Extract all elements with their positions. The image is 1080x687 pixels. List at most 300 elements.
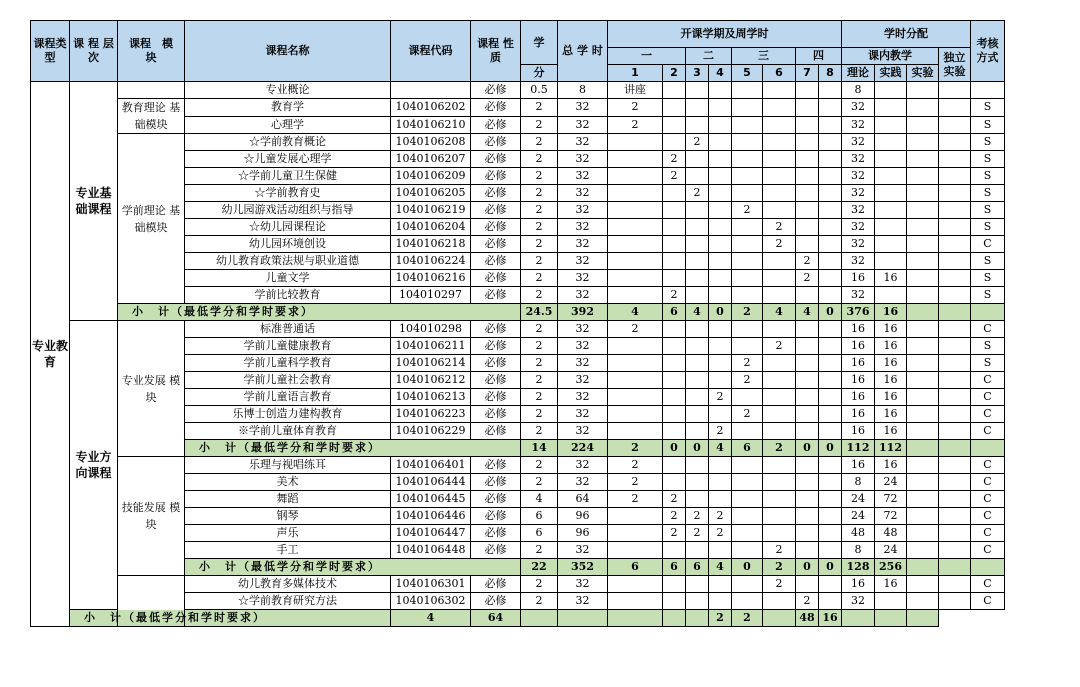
course-t8	[819, 457, 842, 474]
course-t5	[732, 338, 763, 355]
course-credit: 2	[521, 168, 558, 185]
course-hours: 32	[558, 406, 608, 423]
course-nature: 必修	[471, 116, 521, 134]
course-practice	[875, 151, 907, 168]
subtotal-t3: 0	[686, 440, 709, 457]
course-name: 学前儿童语言教育	[185, 389, 391, 406]
course-t7	[796, 185, 819, 202]
course-hours: 32	[558, 270, 608, 287]
course-exp	[907, 253, 939, 270]
course-hours: 32	[558, 321, 608, 338]
subtotal-practice: 256	[875, 559, 907, 576]
subtotal-t8: 0	[819, 304, 842, 321]
course-credit: 0.5	[521, 82, 558, 99]
course-theory: 16	[842, 338, 875, 355]
course-t6	[763, 151, 796, 168]
course-hours: 32	[558, 372, 608, 389]
course-t3	[686, 423, 709, 440]
course-hours: 32	[558, 389, 608, 406]
course-credit: 2	[521, 236, 558, 253]
course-t6	[763, 168, 796, 185]
course-t1	[608, 287, 663, 304]
course-assess: S	[971, 355, 1005, 372]
course-name: 专业概论	[185, 82, 391, 99]
course-exp	[907, 82, 939, 99]
course-assess: S	[971, 270, 1005, 287]
course-nature: 必修	[471, 99, 521, 117]
course-code: 1040106205	[391, 185, 471, 202]
course-t5	[732, 593, 763, 610]
course-t5	[732, 185, 763, 202]
header-credit-bottom: 分	[521, 65, 558, 82]
course-t7: 2	[796, 253, 819, 270]
course-exp	[907, 321, 939, 338]
course-ind	[939, 355, 971, 372]
course-t5	[732, 134, 763, 151]
course-nature: 必修	[471, 270, 521, 287]
course-theory: 48	[842, 525, 875, 542]
course-ind	[939, 457, 971, 474]
course-t5	[732, 116, 763, 134]
course-name: 手工	[185, 542, 391, 559]
course-practice: 16	[875, 270, 907, 287]
course-exp	[907, 116, 939, 134]
course-credit: 2	[521, 99, 558, 117]
course-t6	[763, 474, 796, 491]
course-theory: 8	[842, 474, 875, 491]
course-t4: 2	[709, 423, 732, 440]
subtotal-label: 小 计（最低学分和学时要求）	[118, 304, 521, 321]
course-t3	[686, 593, 709, 610]
course-t7	[796, 508, 819, 525]
course-hours: 32	[558, 236, 608, 253]
course-assess: S	[971, 185, 1005, 202]
course-code: 1040106204	[391, 219, 471, 236]
course-name: 幼儿园环境创设	[185, 236, 391, 253]
course-credit: 4	[521, 491, 558, 508]
course-code: 1040106202	[391, 99, 471, 117]
course-t2: 2	[663, 508, 686, 525]
course-practice	[875, 185, 907, 202]
course-t7	[796, 219, 819, 236]
course-t1: 2	[608, 457, 663, 474]
course-theory: 16	[842, 321, 875, 338]
subtotal-t3	[608, 610, 663, 627]
course-t6	[763, 372, 796, 389]
course-ind	[939, 185, 971, 202]
course-practice	[875, 253, 907, 270]
subtotal-t7: 4	[796, 304, 819, 321]
course-t7	[796, 474, 819, 491]
course-t6	[763, 593, 796, 610]
course-t4: 2	[709, 389, 732, 406]
course-ind	[939, 202, 971, 219]
subtotal-t8: 0	[819, 559, 842, 576]
course-t8	[819, 593, 842, 610]
course-t3	[686, 253, 709, 270]
course-t6	[763, 525, 796, 542]
course-assess: S	[971, 116, 1005, 134]
course-code: 1040106219	[391, 202, 471, 219]
course-t4	[709, 236, 732, 253]
course-t1	[608, 338, 663, 355]
course-nature: 必修	[471, 525, 521, 542]
course-credit: 6	[521, 525, 558, 542]
course-t6: 2	[763, 576, 796, 593]
course-hours: 96	[558, 525, 608, 542]
course-credit: 2	[521, 151, 558, 168]
subtotal-assessment	[971, 559, 1005, 576]
subtotal-t4	[663, 610, 686, 627]
course-hours: 32	[558, 457, 608, 474]
course-practice	[875, 202, 907, 219]
subtotal-t1: 4	[608, 304, 663, 321]
course-t2	[663, 423, 686, 440]
course-name: 学前比较教育	[185, 287, 391, 304]
course-theory: 8	[842, 542, 875, 559]
course-code: 1040106446	[391, 508, 471, 525]
course-assess: C	[971, 457, 1005, 474]
course-credit: 2	[521, 423, 558, 440]
course-hours: 32	[558, 168, 608, 185]
course-name: 美术	[185, 474, 391, 491]
course-ind	[939, 82, 971, 99]
course-t7	[796, 151, 819, 168]
course-hours: 32	[558, 593, 608, 610]
course-theory: 32	[842, 593, 875, 610]
subtotal-theory: 112	[842, 440, 875, 457]
course-t6	[763, 185, 796, 202]
course-nature: 必修	[471, 151, 521, 168]
table-body	[31, 21, 1005, 627]
course-ind	[939, 321, 971, 338]
course-assess: S	[971, 99, 1005, 117]
course-t8	[819, 542, 842, 559]
subtotal-independent	[939, 559, 971, 576]
course-credit: 2	[521, 321, 558, 338]
subtotal-row	[31, 304, 1005, 321]
course-exp	[907, 542, 939, 559]
subtotal-credit: 14	[521, 440, 558, 457]
course-nature: 必修	[471, 338, 521, 355]
course-t6: 2	[763, 236, 796, 253]
subtotal-hours: 224	[558, 440, 608, 457]
header-module: 课程 模 块	[118, 21, 185, 82]
course-ind	[939, 406, 971, 423]
subtotal-label: 小 计（最低学分和学时要求）	[70, 610, 391, 627]
course-t3	[686, 355, 709, 372]
course-name: 幼儿教育多媒体技术	[185, 576, 391, 593]
course-practice: 16	[875, 372, 907, 389]
course-nature: 必修	[471, 321, 521, 338]
course-theory: 16	[842, 372, 875, 389]
course-t7	[796, 423, 819, 440]
course-hours: 32	[558, 185, 608, 202]
course-assess: C	[971, 423, 1005, 440]
course-exp	[907, 236, 939, 253]
header-semester-group: 开课学期及周学时	[608, 21, 842, 48]
course-t8	[819, 236, 842, 253]
course-t3	[686, 219, 709, 236]
course-code: 1040106447	[391, 525, 471, 542]
course-theory: 16	[842, 270, 875, 287]
course-ind	[939, 219, 971, 236]
course-t3	[686, 321, 709, 338]
course-t2	[663, 338, 686, 355]
course-nature: 必修	[471, 423, 521, 440]
course-hours: 32	[558, 423, 608, 440]
course-code: 1040106216	[391, 270, 471, 287]
course-credit: 2	[521, 389, 558, 406]
course-nature: 必修	[471, 372, 521, 389]
course-t4	[709, 116, 732, 134]
course-hours: 32	[558, 151, 608, 168]
course-ind	[939, 338, 971, 355]
course-ind	[939, 372, 971, 389]
course-t1: 2	[608, 474, 663, 491]
course-t7: 2	[796, 593, 819, 610]
course-theory: 32	[842, 236, 875, 253]
course-t8	[819, 185, 842, 202]
course-exp	[907, 525, 939, 542]
header-name: 课程名称	[185, 21, 391, 82]
module-development-label: 专业发展 模块	[118, 321, 185, 457]
course-t6	[763, 423, 796, 440]
course-t1	[608, 542, 663, 559]
course-t5: 2	[732, 355, 763, 372]
course-code	[391, 82, 471, 99]
course-t6	[763, 389, 796, 406]
course-theory: 8	[842, 82, 875, 99]
subtotal-t5: 0	[732, 559, 763, 576]
course-ind	[939, 287, 971, 304]
course-t2	[663, 116, 686, 134]
subtotal-t8	[763, 610, 796, 627]
course-t2	[663, 593, 686, 610]
course-name: ☆幼儿园课程论	[185, 219, 391, 236]
course-t5	[732, 270, 763, 287]
level-direction-label: 专业方向课程	[70, 321, 118, 610]
course-nature: 必修	[471, 593, 521, 610]
subtotal-experiment	[907, 304, 939, 321]
course-code: 1040106214	[391, 355, 471, 372]
course-name: 幼儿教育政策法规与职业道德	[185, 253, 391, 270]
course-t3: 2	[686, 134, 709, 151]
course-practice: 48	[875, 525, 907, 542]
course-theory: 32	[842, 202, 875, 219]
header-year-3: 三	[732, 48, 796, 65]
header-term-2: 2	[663, 65, 686, 82]
course-name: ☆学前儿童卫生保健	[185, 168, 391, 185]
course-hours: 32	[558, 542, 608, 559]
course-ind	[939, 525, 971, 542]
course-t8	[819, 423, 842, 440]
course-t3	[686, 236, 709, 253]
course-t4	[709, 406, 732, 423]
course-t2: 2	[663, 491, 686, 508]
course-t4	[709, 219, 732, 236]
course-theory: 32	[842, 99, 875, 117]
course-t4	[709, 474, 732, 491]
course-t5	[732, 525, 763, 542]
course-exp	[907, 406, 939, 423]
course-t8	[819, 287, 842, 304]
course-t7	[796, 236, 819, 253]
course-t8	[819, 82, 842, 99]
course-t8	[819, 116, 842, 134]
course-theory: 32	[842, 116, 875, 134]
course-theory: 32	[842, 134, 875, 151]
course-t8	[819, 321, 842, 338]
course-nature: 必修	[471, 542, 521, 559]
course-row	[31, 134, 1005, 151]
course-name: ※学前儿童体育教育	[185, 423, 391, 440]
course-t2	[663, 202, 686, 219]
course-ind	[939, 151, 971, 168]
course-hours: 32	[558, 576, 608, 593]
course-hours: 32	[558, 219, 608, 236]
course-t7	[796, 457, 819, 474]
module-skills-label: 技能发展 模块	[118, 457, 185, 576]
course-exp	[907, 99, 939, 117]
subtotal-experiment	[842, 610, 875, 627]
header-assessment: 考核 方式	[971, 21, 1005, 82]
course-practice: 16	[875, 355, 907, 372]
course-ind	[939, 134, 971, 151]
course-t3	[686, 82, 709, 99]
course-t6	[763, 99, 796, 117]
header-term-4: 4	[709, 65, 732, 82]
course-name: ☆学前教育史	[185, 185, 391, 202]
course-t2	[663, 474, 686, 491]
course-t5	[732, 321, 763, 338]
curriculum-table-wrapper	[30, 20, 1005, 627]
course-t6: 2	[763, 219, 796, 236]
course-theory: 32	[842, 219, 875, 236]
course-hours: 32	[558, 253, 608, 270]
subtotal-theory: 376	[842, 304, 875, 321]
subtotal-t5	[686, 610, 709, 627]
course-credit: 2	[521, 593, 558, 610]
course-t5	[732, 151, 763, 168]
course-t2	[663, 236, 686, 253]
course-nature: 必修	[471, 185, 521, 202]
course-hours: 32	[558, 116, 608, 134]
course-t5	[732, 168, 763, 185]
course-code: 1040106302	[391, 593, 471, 610]
subtotal-theory: 128	[842, 559, 875, 576]
course-ind	[939, 99, 971, 117]
subtotal-t1: 2	[608, 440, 663, 457]
course-t4: 2	[709, 525, 732, 542]
subtotal-credit: 4	[391, 610, 471, 627]
course-t6	[763, 82, 796, 99]
course-assess: S	[971, 168, 1005, 185]
course-name: 心理学	[185, 116, 391, 134]
course-t5	[732, 82, 763, 99]
course-practice	[875, 99, 907, 117]
course-t8	[819, 372, 842, 389]
course-assess: S	[971, 134, 1005, 151]
course-exp	[907, 270, 939, 287]
course-t3	[686, 287, 709, 304]
course-assess: S	[971, 338, 1005, 355]
course-t5	[732, 236, 763, 253]
header-hours-group: 学时分配	[842, 21, 971, 48]
course-hours: 32	[558, 338, 608, 355]
course-credit: 2	[521, 457, 558, 474]
course-name: 儿童文学	[185, 270, 391, 287]
course-code: 1040106223	[391, 406, 471, 423]
course-t6: 2	[763, 542, 796, 559]
subtotal-t5: 2	[732, 304, 763, 321]
course-t7	[796, 134, 819, 151]
course-exp	[907, 134, 939, 151]
course-practice: 16	[875, 321, 907, 338]
subtotal-t5: 6	[732, 440, 763, 457]
course-theory: 24	[842, 508, 875, 525]
course-t8	[819, 474, 842, 491]
course-t7	[796, 202, 819, 219]
course-credit: 2	[521, 202, 558, 219]
course-practice: 72	[875, 491, 907, 508]
course-exp	[907, 287, 939, 304]
course-hours: 32	[558, 287, 608, 304]
course-t6	[763, 491, 796, 508]
course-exp	[907, 185, 939, 202]
course-t4	[709, 202, 732, 219]
subtotal-t6: 2	[709, 610, 732, 627]
course-t7	[796, 338, 819, 355]
course-theory: 16	[842, 355, 875, 372]
course-assess	[971, 82, 1005, 99]
header-term-6: 6	[763, 65, 796, 82]
subtotal-label: 小 计（最低学分和学时要求）	[185, 559, 521, 576]
course-credit: 2	[521, 576, 558, 593]
subtotal-t4: 4	[709, 440, 732, 457]
course-t5	[732, 508, 763, 525]
subtotal-hours: 64	[471, 610, 521, 627]
course-t1: 讲座	[608, 82, 663, 99]
course-t4	[709, 270, 732, 287]
header-theory: 理论	[842, 65, 875, 82]
course-row	[31, 99, 1005, 117]
course-ind	[939, 270, 971, 287]
course-exp	[907, 491, 939, 508]
course-exp	[907, 372, 939, 389]
course-theory: 32	[842, 253, 875, 270]
header-level: 课 程 层次	[70, 21, 118, 82]
course-t4	[709, 372, 732, 389]
course-t3	[686, 372, 709, 389]
course-t5	[732, 457, 763, 474]
course-practice: 16	[875, 423, 907, 440]
course-t5	[732, 219, 763, 236]
subtotal-t2	[558, 610, 608, 627]
course-t3	[686, 99, 709, 117]
header-year-4: 四	[796, 48, 842, 65]
course-credit: 2	[521, 253, 558, 270]
course-t4	[709, 542, 732, 559]
course-nature: 必修	[471, 168, 521, 185]
course-t6	[763, 270, 796, 287]
course-nature: 必修	[471, 355, 521, 372]
course-t2	[663, 457, 686, 474]
course-t1	[608, 525, 663, 542]
course-t2	[663, 185, 686, 202]
course-t1	[608, 151, 663, 168]
course-t1: 2	[608, 321, 663, 338]
